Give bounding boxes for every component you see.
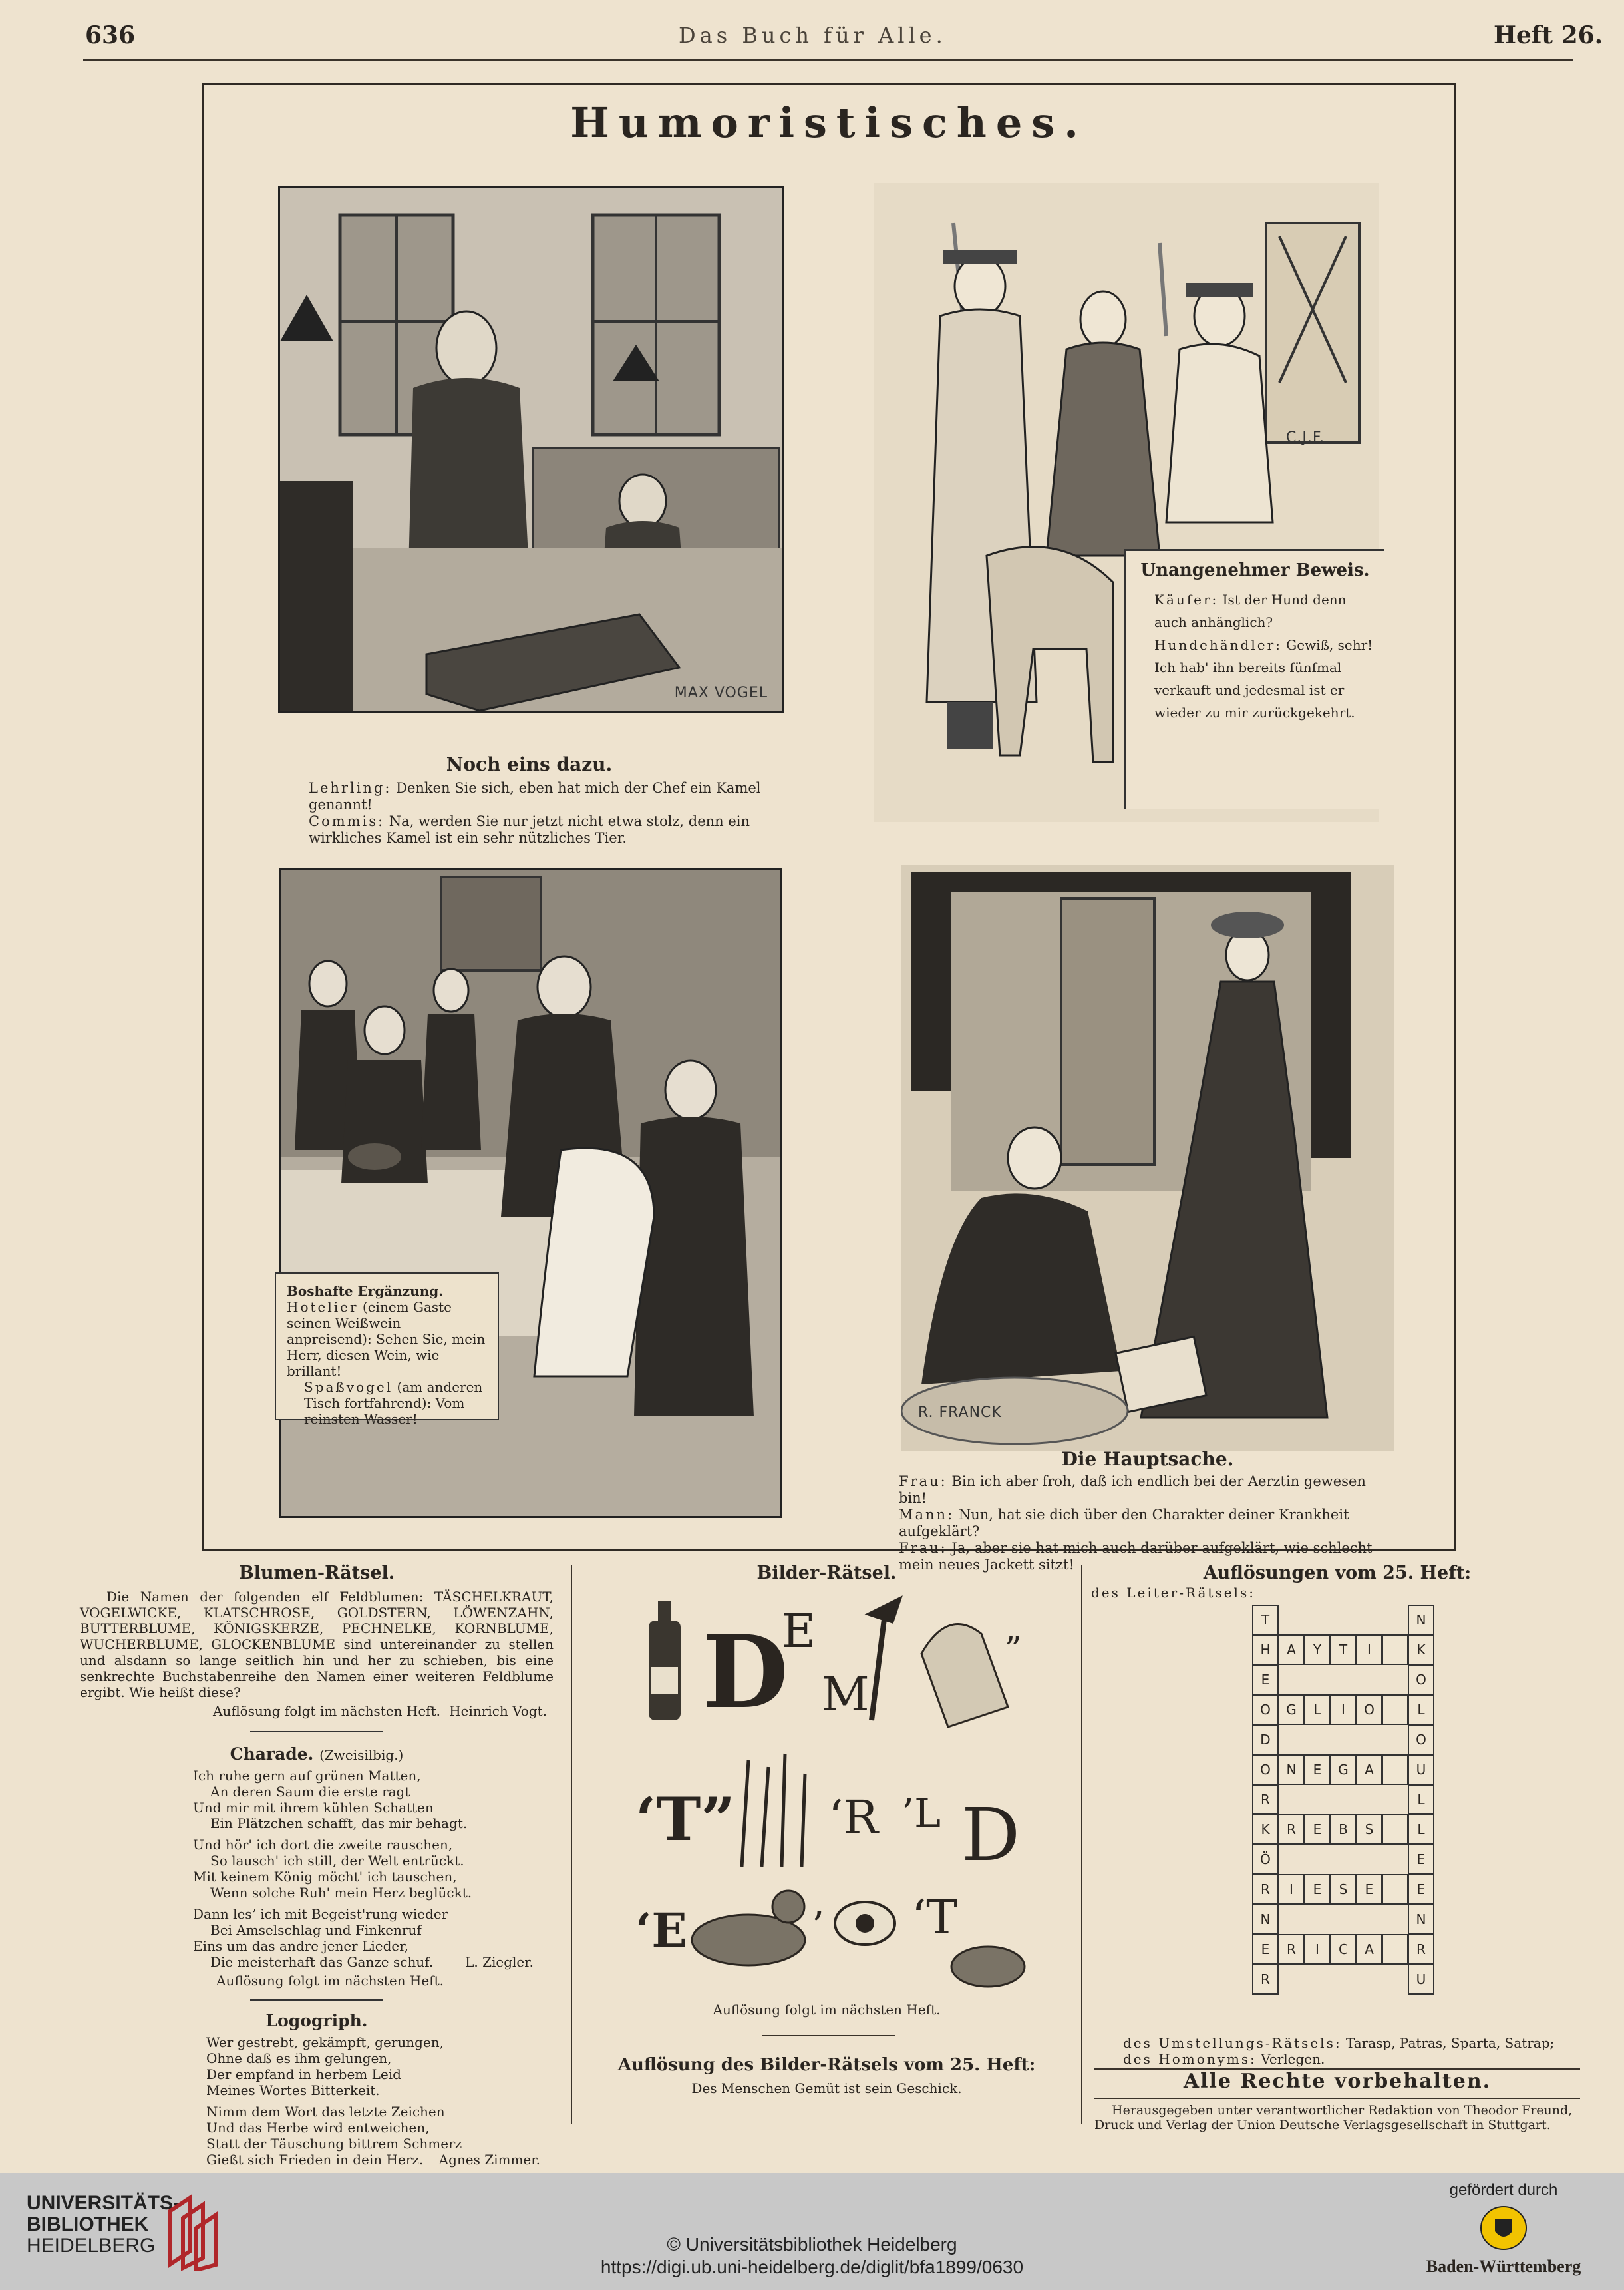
homonym-label: des Homonyms:	[1123, 2051, 1257, 2067]
ladder-cell: N	[1278, 1754, 1305, 1785]
illustration-doctor-visit	[901, 865, 1394, 1451]
ladder-cell	[1330, 1605, 1357, 1635]
ladder-cell: O	[1408, 1724, 1434, 1755]
svg-text:’: ’	[812, 1903, 825, 1950]
signature-max-vogel: MAX VOGEL	[674, 685, 768, 701]
ladder-cell: I	[1304, 1934, 1331, 1965]
umstellung-answer: Tarasp, Patras, Sparta, Satrap;	[1345, 2035, 1555, 2051]
speaker: Mann:	[899, 1507, 955, 1523]
verse-line: Die meisterhaft das Ganze schuf.	[210, 1954, 434, 1970]
ladder-cell	[1330, 1844, 1357, 1875]
ladder-cell: T	[1330, 1634, 1357, 1665]
ladder-cell: E	[1304, 1874, 1331, 1905]
ladder-cell: B	[1330, 1814, 1357, 1845]
aufloesungen-title: Auflösungen vom 25. Heft:	[1203, 1563, 1472, 1583]
ladder-cell: R	[1252, 1874, 1279, 1905]
imprint-line: Herausgegeben unter verantwortlicher Redaktion von Theodor Freund,	[1112, 2103, 1573, 2118]
signature-r-franck: R. FRANCK	[918, 1404, 1002, 1421]
verse-line: Ein Plätzchen schafft, das mir behagt.	[210, 1815, 468, 1831]
ladder-cell: C	[1330, 1934, 1357, 1965]
speaker: Frau:	[899, 1473, 947, 1489]
verse-line: So lausch' ich still, der Welt entrückt.	[210, 1853, 464, 1869]
solution-note: Auflösung folgt im nächsten Heft.	[216, 1973, 444, 1989]
ladder-cell: A	[1278, 1634, 1305, 1665]
ladder-cell	[1382, 1754, 1408, 1785]
separator	[250, 1731, 383, 1732]
svg-text:D: D	[702, 1614, 789, 1731]
ladder-cell: U	[1408, 1754, 1434, 1785]
verse-line: Statt der Täuschung bittrem Schmerz	[206, 2136, 462, 2152]
ladder-cell	[1356, 1964, 1382, 1995]
dialogue: (einem Gaste seinen Weißwein anpreisend): Sehen Sie, mein Herr, diesen Wein, wie brillant!	[287, 1299, 486, 1379]
ladder-cell: O	[1356, 1694, 1382, 1725]
ladder-cell	[1278, 1844, 1305, 1875]
blumen-raetsel-title: Blumen-Rätsel.	[238, 1563, 395, 1583]
dialogue: Gewiß, sehr! Ich hab' ihn bereits fünfmal verkauft und jedesmal ist er wieder zu mir zurückgekehrt.	[1154, 637, 1373, 721]
ladder-cell	[1382, 1934, 1408, 1965]
ladder-cell	[1382, 1694, 1408, 1725]
ladder-cell: K	[1252, 1814, 1279, 1845]
ladder-cell: S	[1330, 1874, 1357, 1905]
middle-column	[579, 1563, 1074, 1583]
ladder-cell: L	[1304, 1694, 1331, 1725]
ladder-cell	[1304, 1724, 1331, 1755]
ladder-cell: K	[1408, 1634, 1434, 1665]
ladder-cell	[1382, 1874, 1408, 1905]
svg-text:D: D	[961, 1792, 1021, 1877]
ladder-cell: E	[1356, 1874, 1382, 1905]
svg-text:‘T”: ‘T”	[635, 1784, 736, 1855]
funded-by-label: gefördert durch	[1449, 2181, 1558, 2199]
prev-bilder-solution-title: Auflösung des Bilder-Rätsels vom 25. Heft:	[617, 2055, 1036, 2075]
speaker: Lehrling:	[309, 780, 392, 796]
umstellung-label: des Umstellungs-Rätsels:	[1123, 2035, 1342, 2051]
svg-text:‘T: ‘T	[911, 1890, 957, 1945]
ladder-cell	[1278, 1904, 1305, 1935]
right-column	[1091, 1563, 1583, 1601]
ladder-cell	[1278, 1664, 1305, 1695]
ladder-cell	[1330, 1964, 1357, 1995]
ladder-cell	[1304, 1664, 1331, 1695]
ladder-cell: R	[1252, 1964, 1279, 1995]
blumen-raetsel-text: Die Namen der folgenden elf Feldblumen: TÄSCHELKRAUT, VOGELWICKE, KLATSCHROSE, GOLDSTERN, LÖWENZAHN, BUTTERBLUME, KÖNIGSKERZE, PECHNELKE, KORNBLUME, WUCHERBLUME, GLOCKENBLUME sind untereinander zu stellen und alsdann so lange seitlich hin und her zu schieben, bis eine senkrechte Buchstabenreihe den Namen einer weiteren Feldblume ergibt. Wie heißt diese?	[80, 1589, 554, 1700]
cartoon-3-title: Boshafte Ergänzung.	[287, 1283, 444, 1299]
verse-line: Wenn solche Ruh' mein Herz beglückt.	[210, 1885, 472, 1901]
verse-line: Ich ruhe gern auf grünen Matten,	[193, 1768, 421, 1784]
verse-line: Ohne daß es ihm gelungen,	[206, 2050, 392, 2066]
rebus-picture	[635, 1594, 1035, 2006]
ladder-cell: S	[1356, 1814, 1382, 1845]
cartoon-1-title: Noch eins dazu.	[446, 753, 613, 775]
logogriph-title: Logogriph.	[265, 2011, 368, 2030]
section-title: Humoristisches.	[570, 98, 1088, 147]
speaker: Käufer:	[1154, 592, 1219, 608]
svg-text:‘E: ‘E	[635, 1903, 687, 1958]
ladder-cell	[1356, 1844, 1382, 1875]
umstellung-solution	[1123, 2035, 1589, 2051]
ladder-cell: L	[1408, 1784, 1434, 1815]
ladder-cell: U	[1408, 1964, 1434, 1995]
verse-line: Gießt sich Frieden in dein Herz.	[206, 2152, 424, 2168]
ladder-cell	[1304, 1605, 1331, 1635]
verse-line: Mit keinem König möcht' ich tauschen,	[193, 1869, 457, 1885]
ladder-cell: A	[1356, 1934, 1382, 1965]
author: L. Ziegler.	[465, 1954, 534, 1970]
speaker: Frau:	[899, 1540, 947, 1556]
svg-text:M: M	[822, 1667, 870, 1722]
verse-line: Und das Herbe wird entweichen,	[206, 2120, 430, 2136]
ladder-cell: E	[1408, 1874, 1434, 1905]
column-divider	[571, 1565, 572, 2124]
ladder-cell: O	[1252, 1754, 1279, 1785]
ladder-cell: R	[1252, 1784, 1279, 1815]
ladder-cell	[1304, 1904, 1331, 1935]
ladder-cell	[1356, 1784, 1382, 1815]
ladder-cell	[1330, 1784, 1357, 1815]
left-column	[80, 1563, 554, 2186]
rights-rule-bottom	[1094, 2098, 1580, 2099]
running-title: Das Buch für Alle.	[679, 23, 947, 48]
ladder-cell: G	[1278, 1694, 1305, 1725]
dialogue: Ja, aber sie hat mich auch darüber aufgeklärt, wie schlecht mein neues Jackett sitzt!	[899, 1540, 1373, 1573]
verse-line: Und mir mit ihrem kühlen Schatten	[193, 1800, 434, 1815]
column-divider	[1081, 1565, 1082, 2124]
homonym-answer: Verlegen.	[1261, 2051, 1325, 2067]
ladder-cell: Y	[1304, 1634, 1331, 1665]
rights-reserved: Alle Rechte vorbehalten.	[1183, 2070, 1492, 2093]
ladder-cell: N	[1408, 1904, 1434, 1935]
svg-text:”: ”	[1005, 1630, 1022, 1668]
homonym-solution	[1123, 2051, 1589, 2067]
imprint	[1094, 2103, 1580, 2132]
author: Agnes Zimmer.	[438, 2152, 540, 2168]
verse-line: Wer gestrebt, gekämpft, gerungen,	[206, 2034, 444, 2050]
ladder-cell: I	[1278, 1874, 1305, 1905]
ladder-cell: H	[1252, 1634, 1279, 1665]
verse-line: Und hör' ich dort die zweite rauschen,	[193, 1837, 453, 1853]
ladder-cell	[1382, 1814, 1408, 1845]
cartoon-4-title: Die Hauptsache.	[1061, 1448, 1234, 1470]
ladder-cell	[1382, 1844, 1408, 1875]
leiter-label: des Leiter-Rätsels:	[1091, 1585, 1255, 1601]
ladder-cell	[1330, 1664, 1357, 1695]
verse-line: Dann lesʼ ich mit Begeist'rung wieder	[193, 1906, 448, 1922]
ladder-cell	[1278, 1964, 1305, 1995]
page-number: 636	[85, 21, 136, 49]
ladder-cell: N	[1252, 1904, 1279, 1935]
copyright: © Universitätsbibliothek Heidelberg	[667, 2234, 957, 2255]
illustration-office	[278, 186, 784, 713]
ladder-cell: Ö	[1252, 1844, 1279, 1875]
verse-line: Nimm dem Wort das letzte Zeichen	[206, 2104, 445, 2120]
signature-cjf: C.J.F.	[1286, 429, 1325, 446]
ladder-cell	[1304, 1784, 1331, 1815]
separator	[250, 1999, 383, 2001]
ladder-cell	[1278, 1724, 1305, 1755]
verse-line: An deren Saum die erste ragt	[210, 1784, 410, 1800]
ladder-cell	[1382, 1964, 1408, 1995]
ladder-cell	[1330, 1724, 1357, 1755]
author: Heinrich Vogt.	[449, 1703, 547, 1719]
ladder-cell	[1278, 1784, 1305, 1815]
charade-subtitle: (Zweisilbig.)	[319, 1747, 404, 1763]
ladder-cell: G	[1330, 1754, 1357, 1785]
imprint-line: Druck und Verlag der Union Deutsche Verlagsgesellschaft in Stuttgart.	[1094, 2118, 1551, 2132]
ladder-cell: E	[1408, 1844, 1434, 1875]
ladder-cell	[1356, 1605, 1382, 1635]
cartoon-1-caption	[291, 780, 770, 847]
library-footer	[0, 2173, 1624, 2290]
permalink[interactable]: https://digi.ub.uni-heidelberg.de/diglit/bfa1899/0630	[600, 2257, 1024, 2277]
verse-line: Meines Wortes Bitterkeit.	[206, 2082, 380, 2098]
speaker: Hundehändler:	[1154, 637, 1282, 653]
speaker: Hotelier	[287, 1299, 359, 1315]
ladder-cell: A	[1356, 1754, 1382, 1785]
svg-text:‘R: ‘R	[828, 1790, 878, 1845]
cartoon-3-caption-box	[275, 1272, 499, 1427]
ladder-cell: R	[1278, 1934, 1305, 1965]
ladder-cell: D	[1252, 1724, 1279, 1755]
ladder-cell: L	[1408, 1694, 1434, 1725]
ladder-cell: E	[1304, 1754, 1331, 1785]
ladder-cell: T	[1252, 1605, 1279, 1635]
library-name-line: HEIDELBERG	[27, 2235, 156, 2257]
ladder-cell	[1382, 1904, 1408, 1935]
ladder-cell: N	[1408, 1605, 1434, 1635]
ladder-cell	[1382, 1784, 1408, 1815]
solution-note: Auflösung folgt im nächsten Heft.	[713, 2002, 941, 2018]
svg-text:E: E	[782, 1604, 816, 1658]
dialogue: (am anderen Tisch fortfahrend): Vom reinsten Wasser!	[304, 1379, 483, 1427]
ladder-cell: E	[1252, 1934, 1279, 1965]
ladder-cell	[1382, 1634, 1408, 1665]
ladder-puzzle-grid	[1253, 1605, 1434, 1995]
cartoon-2-caption-box	[1124, 549, 1384, 809]
header-rule	[83, 59, 1573, 61]
ladder-cell	[1356, 1724, 1382, 1755]
solution-note: Auflösung folgt im nächsten Heft.	[213, 1703, 440, 1719]
dialogue: Nun, hat sie dich über den Charakter deiner Krankheit aufgeklärt?	[899, 1507, 1349, 1539]
verse-line: Der empfand in herbem Leid	[206, 2066, 401, 2082]
charade-verses	[80, 1768, 554, 1970]
separator	[762, 2035, 895, 2036]
ladder-cell	[1304, 1964, 1331, 1995]
library-name-line: UNIVERSITÄTS-	[27, 2192, 180, 2214]
dialogue: Denken Sie sich, eben hat mich der Chef ein Kamel genannt!	[309, 780, 761, 813]
prev-bilder-solution: Des Menschen Gemüt ist sein Geschick.	[691, 2080, 962, 2096]
charade-title: Charade.	[230, 1744, 314, 1764]
bilder-raetsel-title: Bilder-Rätsel.	[756, 1563, 897, 1583]
logogriph-verses	[80, 2034, 554, 2168]
dialogue: Ist der Hund denn auch anhänglich?	[1154, 592, 1347, 630]
ladder-cell	[1382, 1724, 1408, 1755]
svg-text:’L: ’L	[901, 1790, 941, 1837]
coat-of-arms-icon	[1480, 2205, 1527, 2251]
ladder-cell	[1356, 1664, 1382, 1695]
ladder-cell: R	[1278, 1814, 1305, 1845]
ladder-cell	[1330, 1904, 1357, 1935]
ladder-cell: R	[1408, 1934, 1434, 1965]
dialogue: Na, werden Sie nur jetzt nicht etwa stolz, denn ein wirkliches Kamel ist ein sehr nützliches Tier.	[309, 813, 750, 846]
cartoon-2-title: Unangenehmer Beweis.	[1140, 560, 1370, 580]
speaker: Commis:	[309, 813, 385, 829]
cartoon-4-caption	[882, 1473, 1387, 1573]
ladder-cell	[1304, 1844, 1331, 1875]
verse-line: Eins um das andre jener Lieder,	[193, 1938, 408, 1954]
library-name-line: BIBLIOTHEK	[27, 2213, 149, 2235]
ladder-cell	[1356, 1904, 1382, 1935]
ladder-cell: E	[1304, 1814, 1331, 1845]
ladder-cell	[1382, 1664, 1408, 1695]
speaker: Spaßvogel	[304, 1379, 393, 1395]
ladder-cell: O	[1252, 1694, 1279, 1725]
ladder-cell: I	[1330, 1694, 1357, 1725]
ladder-cell	[1382, 1605, 1408, 1635]
dialogue: Bin ich aber froh, daß ich endlich bei der Aerztin gewesen bin!	[899, 1473, 1366, 1506]
ladder-cell: E	[1252, 1664, 1279, 1695]
issue-number: Heft 26.	[1494, 21, 1603, 49]
ladder-cell: I	[1356, 1634, 1382, 1665]
ladder-cell: O	[1408, 1664, 1434, 1695]
funder-name: Baden-Württemberg	[1426, 2257, 1581, 2276]
ladder-cell: L	[1408, 1814, 1434, 1845]
verse-line: Bei Amselschlag und Finkenruf	[210, 1922, 422, 1938]
ladder-cell	[1278, 1605, 1305, 1635]
